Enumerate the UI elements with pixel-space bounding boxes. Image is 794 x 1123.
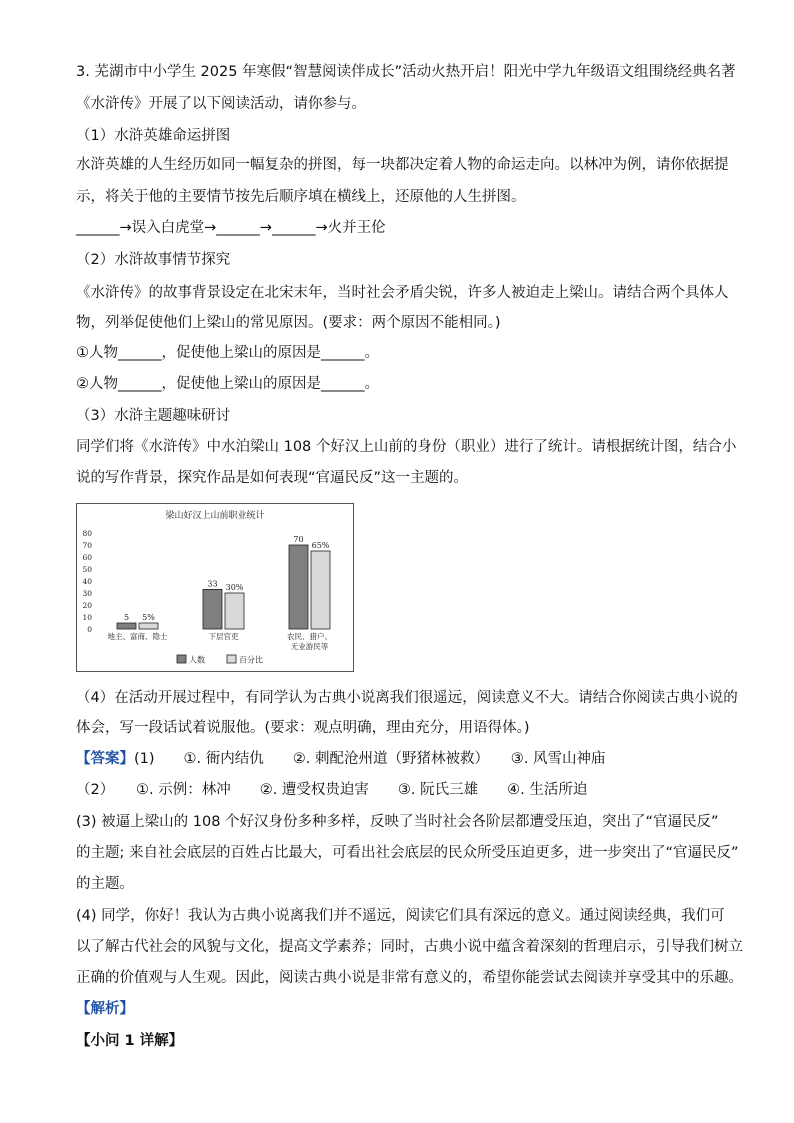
part2-title: （2）水浒故事情节探究 — [76, 252, 231, 268]
chart-title: 梁山好汉上山前职业统计 — [165, 511, 265, 521]
category-labels — [108, 631, 333, 651]
part3-text-line-2: 说的写作背景，探究作品是如何表现“官逼民反”这一主题的。 — [76, 470, 469, 486]
legend-swatch — [177, 655, 186, 663]
part4-text-line-2: 体会，写一段话试着说服他。(要求：观点明确，理由充分，用语得体。) — [76, 720, 530, 736]
subquestion-1-heading: 【小问 1 详解】 — [76, 1033, 184, 1049]
y-tick-label: 50 — [82, 565, 92, 574]
part1-blank-line: ______→误入白虎堂→______→______→火并王伦 — [76, 220, 386, 236]
bar-count — [117, 623, 136, 629]
y-tick-label: 10 — [82, 613, 92, 622]
y-tick-label: 40 — [82, 577, 92, 586]
analysis-label: 【解析】 — [76, 1001, 134, 1017]
x-category-label: 农民、猎户、 — [287, 632, 332, 641]
part1-text-line-2: 示，将关于他的主要情节按先后顺序填在横线上，还原他的人生拼图。 — [76, 189, 526, 205]
answer-line-1 — [76, 749, 605, 769]
bars — [117, 535, 330, 629]
bar-data-label: 70 — [293, 535, 304, 544]
legend-swatch — [227, 655, 236, 663]
bar-count — [289, 545, 308, 629]
answer-2: （2） ①. 示例：林冲 ②. 遭受权贵迫害 ③. 阮氏三雄 ④. 生活所迫 — [76, 782, 588, 798]
part2-item-1: ①人物______，促使他上梁山的原因是______。 — [76, 345, 379, 361]
answer-4-line-2: 以了解古代社会的风貌与文化，提高文学素养；同时，古典小说中蕴含着深刻的哲理启示，引导我们树立 — [76, 939, 743, 955]
answer-3-line-3: 的主题。 — [76, 876, 134, 892]
bar-percent — [311, 551, 330, 629]
x-category-label: 下层官吏 — [208, 632, 239, 641]
bar-data-label: 65% — [311, 541, 330, 550]
x-category-label: 地主、富商、隐士 — [107, 632, 168, 641]
bar-count — [203, 589, 222, 629]
chart-svg — [77, 504, 353, 671]
bar-data-label: 5 — [123, 613, 130, 622]
question-intro-line-1: 3. 芜湖市中小学生 2025 年寒假“智慧阅读伴成长”活动火热开启！阳光中学九年级语文组围绕经典名著 — [76, 64, 736, 80]
part2-text-line-2: 物，列举促使他们上梁山的常见原因。(要求：两个原因不能相同。) — [76, 315, 501, 331]
bar-data-label: 5% — [142, 613, 155, 622]
y-tick-label: 70 — [82, 541, 92, 550]
part2-item-2: ②人物______，促使他上梁山的原因是______。 — [76, 376, 379, 392]
y-tick-label: 20 — [82, 601, 92, 610]
part3-title: （3）水浒主题趣味研讨 — [76, 408, 231, 424]
answer-3-line-2: 的主题; 来自社会底层的百姓占比最大，可看出社会底层的民众所受压迫更多，进一步突出了“官逼民反” — [76, 845, 739, 861]
answer-3-line-1: (3) 被逼上梁山的 108 个好汉身份多种多样，反映了当时社会各阶层都遭受压迫，突出了“官逼民反” — [76, 814, 719, 830]
occupation-bar-chart — [76, 503, 354, 672]
answer-1: (1) ①. 衙内结仇 ②. 刺配沧州道（野猪林被救） ③. 风雪山神庙 — [134, 751, 606, 767]
y-tick-label: 30 — [82, 589, 92, 598]
bar-percent — [139, 623, 158, 629]
question-intro-line-2: 《水浒传》开展了以下阅读活动，请你参与。 — [76, 96, 366, 112]
answer-4-line-3: 正确的价值观与人生观。因此，阅读古典小说是非常有意义的，希望你能尝试去阅读并享受其中的乐趣。 — [76, 970, 743, 986]
y-tick-label: 0 — [87, 625, 92, 634]
part1-text-line-1: 水浒英雄的人生经历如同一幅复杂的拼图，每一块都决定着人物的命运走向。以林冲为例，请你依据提 — [76, 157, 729, 173]
legend-label: 人数 — [189, 655, 205, 665]
bar-percent — [225, 593, 244, 629]
answer-4-line-1: (4) 同学，你好！我认为古典小说离我们并不遥远，阅读它们具有深远的意义。通过阅读经典，我们可 — [76, 908, 725, 924]
legend-label: 百分比 — [239, 655, 263, 665]
part4-text-line-1: （4）在活动开展过程中，有同学认为古典小说离我们很遥远，阅读意义不大。请结合你阅读古典小说的 — [76, 690, 738, 706]
y-tick-label: 80 — [82, 529, 92, 538]
x-category-label: 无业游民等 — [290, 642, 329, 651]
part1-title: （1）水浒英雄命运拼图 — [76, 128, 231, 144]
legend — [177, 655, 263, 665]
part3-text-line-1: 同学们将《水浒传》中水泊梁山 108 个好汉上山前的身份（职业）进行了统计。请根据统计图，结合小 — [76, 439, 737, 455]
answer-label: 【答案】 — [76, 751, 134, 767]
y-tick-label: 60 — [82, 553, 92, 562]
bar-data-label: 30% — [225, 583, 244, 592]
part2-text-line-1: 《水浒传》的故事背景设定在北宋末年，当时社会矛盾尖锐，许多人被迫走上梁山。请结合两个具体人 — [76, 285, 729, 301]
bar-data-label: 33 — [207, 579, 218, 589]
y-axis — [82, 529, 92, 634]
